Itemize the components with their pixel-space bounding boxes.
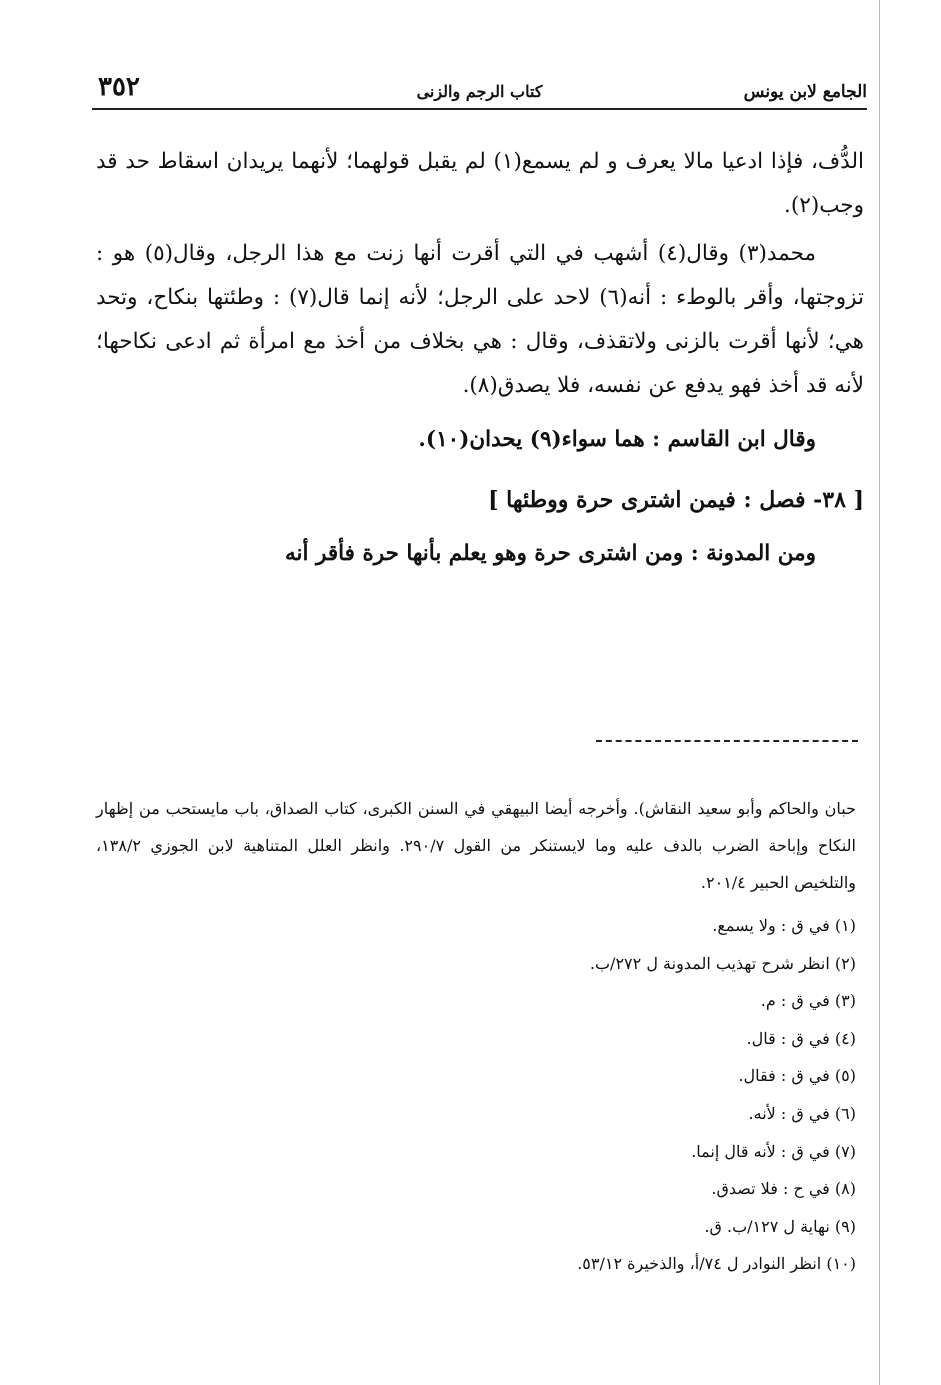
footnote-item: (٨) في ح : فلا تصدق. [711, 1179, 856, 1199]
footnote-item: (١٠) انظر النوادر ل ٧٤/أ، والذخيرة ٥٣/١٢. [577, 1254, 856, 1274]
footnote-continuation: حبان والحاكم وأبو سعيد النقاش). وأخرجه أيضا البيهقي في السنن الكبرى، كتاب الصداق، باب مايستحب من إظهار النكاح وإباحة الضرب بالدف عليه وما لايستنكر من القول ٢٩٠/٧. وانظر العلل المتناهية لابن الجوزي ١٣٨/٢، والتلخيص الحبير ٢٠١/٤. [96, 799, 857, 892]
paragraph-2: محمد(٣) وقال(٤) أشهب في التي أقرت أنها زنت مع هذا الرجل، وقال(٥) هو : تزوجتها، وأقر بالوطء : أنه(٦) لاحد على الرجل؛ لأنه إنما قال(٧) : وطئتها بنكاح، وتحد هي؛ لأنها أقرت بالزنى ولاتقذف، وقال : هي بخلاف من أخذ مع امرأة ثم ادعى نكاحها؛ لأنه قد أخذ فهو يدفع عن نفسه، فلا يصدق(٨). [96, 241, 864, 398]
page-edge-line [879, 0, 880, 1385]
footnote-item: (١) في ق : ولا يسمع. [712, 916, 856, 935]
footnote-item: (٦) في ق : لأنه. [748, 1103, 856, 1123]
page-number: ٣٥٢ [98, 72, 140, 102]
paragraph-3: وقال ابن القاسم : هما سواء(٩) يحدان(١٠). [418, 427, 816, 452]
footnote-item: (٥) في ق : فقال. [738, 1066, 856, 1086]
footnote-item: (٤) في ق : قال. [746, 1028, 856, 1048]
footnote-item: (٣) في ق : م. [760, 991, 856, 1011]
paragraph-1: الدُّف، فإذا ادعيا مالا يعرف و لم يسمع(١) لم يقبل قولهما؛ لأنهما يريدان اسقاط حد قد وجب(٢). [96, 149, 864, 218]
header-rule [92, 108, 867, 110]
paragraph-4: ومن المدونة : ومن اشترى حرة وهو يعلم بأنها حرة فأقر أنه [285, 541, 816, 566]
running-book-title: الجامع لابن يونس [743, 82, 867, 102]
footnote-list [96, 907, 856, 1283]
section-heading: [ ٣٨- فصل : فيمن اشترى حرة ووطئها ] [488, 487, 864, 513]
running-chapter-title: كتاب الرجم والزنى [416, 82, 543, 101]
footnote-item: (٢) انظر شرح تهذيب المدونة ل ٢٧٢/ب. [589, 953, 856, 973]
footnote-item: (٧) في ق : لأنه قال إنما. [691, 1141, 856, 1161]
footnotes [96, 790, 856, 1283]
main-text [96, 140, 864, 576]
footnote-item: (٩) نهاية ل ١٢٧/ب. ق. [704, 1216, 856, 1236]
page-header [92, 72, 867, 108]
footnote-separator [596, 740, 858, 742]
